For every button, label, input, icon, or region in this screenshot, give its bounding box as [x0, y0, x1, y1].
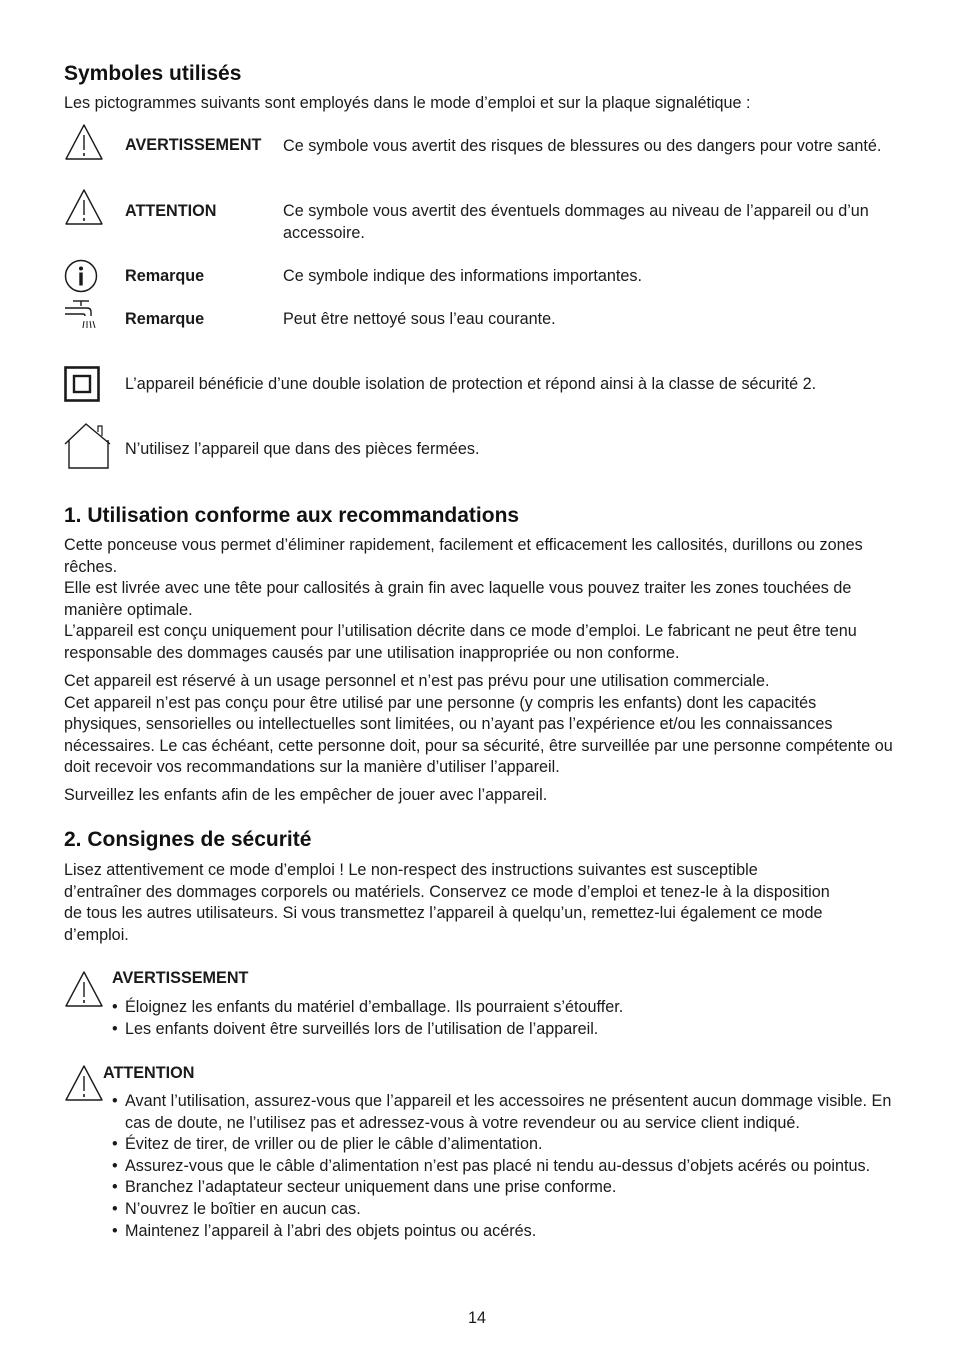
warning-triangle-icon	[64, 188, 104, 226]
class2-text: L’appareil bénéficie d’une double isolation de protection et répond ainsi à la classe de sécurité 2.	[125, 375, 817, 393]
indoor-house-icon	[64, 422, 112, 470]
list-item: • Avant l’utilisation, assurez-vous que l’appareil et les accessoires ne présentent aucun dommage visible. En cas de doute, ne l’utilisez pas et adressez-vous à votre revendeur ou au service client indiqué.	[112, 1091, 892, 1134]
running-water-faucet-icon	[63, 298, 99, 332]
symbol-label-attention: ATTENTION	[125, 202, 217, 220]
symbol-desc-attention: Ce symbole vous avertit des éventuels dommages au niveau de l’appareil ou d’un accessoire.	[283, 202, 869, 242]
list-item: • N’ouvrez le boîtier en aucun cas.	[112, 1199, 892, 1221]
warning-triangle-icon	[64, 1064, 104, 1102]
list-item: • Maintenez l’appareil à l’abri des objets pointus ou acérés.	[112, 1221, 892, 1243]
symbol-label-note: Remarque	[125, 267, 205, 285]
warning-list	[112, 997, 892, 1040]
section1-para4: Cet appareil est réservé à un usage personnel et n’est pas prévu pour une utilisation commerciale.	[64, 672, 770, 690]
warning-title: AVERTISSEMENT	[112, 969, 249, 987]
indoor-text: N’utilisez l’appareil que dans des pièces fermées.	[125, 440, 480, 458]
symbols-intro: Les pictogrammes suivants sont employés dans le mode d’emploi et sur la plaque signalétique :	[64, 94, 751, 112]
warning-triangle-icon	[64, 970, 104, 1008]
attention-list	[112, 1091, 892, 1242]
info-circle-icon	[64, 259, 98, 293]
warning-triangle-icon	[64, 123, 104, 161]
section1-para6: Surveillez les enfants afin de les empêcher de jouer avec l’appareil.	[64, 786, 548, 804]
attention-title: ATTENTION	[103, 1064, 195, 1082]
section2-intro: Lisez attentivement ce mode d’emploi ! Le non-respect des instructions suivantes est susceptible d’entraîner des dommages corporels ou matériels. Conservez ce mode d’emploi et tenez-le à la disposition de tous les autres utilisateurs. Si vous transmettez l’appareil à quelqu’un, remettez-lui également ce mode d’emploi.	[64, 861, 830, 944]
section2-heading: 2. Consignes de sécurité	[64, 828, 312, 851]
symbol-desc-note: Ce symbole indique des informations importantes.	[283, 267, 643, 285]
page-number: 14	[467, 1309, 486, 1327]
section1-para1: Cette ponceuse vous permet d’éliminer rapidement, facilement et efficacement les callosités, durillons ou zones rêches.	[64, 536, 863, 576]
section1-para5: Cet appareil n’est pas conçu pour être utilisé par une personne (y compris les enfants) dont les capacités physiques, sensorielles ou intellectuelles sont limitées, ou n’ayant pas l’expérience et/ou les connaissances nécessaires. Le cas échéant, cette personne doit, pour sa sécurité, être surveillée par une personne compétente ou doit recevoir vos recommandations sur la manière d’utiliser l’appareil.	[64, 693, 893, 777]
symbols-heading: Symboles utilisés	[64, 62, 242, 85]
symbol-desc-warning: Ce symbole vous avertit des risques de blessures ou des dangers pour votre santé.	[283, 137, 882, 155]
list-item: • Branchez l’adaptateur secteur uniquement dans une prise conforme.	[112, 1177, 892, 1199]
symbol-label-water: Remarque	[125, 310, 205, 328]
list-item: • Assurez-vous que le câble d’alimentation n’est pas placé ni tendu au-dessus d’objets acérés ou pointus.	[112, 1156, 892, 1178]
list-item: • Évitez de tirer, de vriller ou de plier le câble d’alimentation.	[112, 1134, 892, 1156]
list-item: • Les enfants doivent être surveillés lors de l’utilisation de l’appareil.	[112, 1019, 892, 1041]
section1-para2: Elle est livrée avec une tête pour callosités à grain fin avec laquelle vous pouvez traiter les zones touchées de manière optimale.	[64, 579, 852, 619]
symbol-label-warning: AVERTISSEMENT	[125, 136, 262, 154]
double-insulation-icon	[64, 366, 100, 402]
list-item: • Éloignez les enfants du matériel d’emballage. Ils pourraient s’étouffer.	[112, 997, 892, 1019]
section1-para3: L’appareil est conçu uniquement pour l’utilisation décrite dans ce mode d’emploi. Le fabricant ne peut être tenu responsable des dommages causés par une utilisation inappropriée ou non conforme.	[64, 622, 857, 662]
section1-heading: 1. Utilisation conforme aux recommandations	[64, 504, 520, 527]
symbol-desc-water: Peut être nettoyé sous l’eau courante.	[283, 310, 556, 328]
